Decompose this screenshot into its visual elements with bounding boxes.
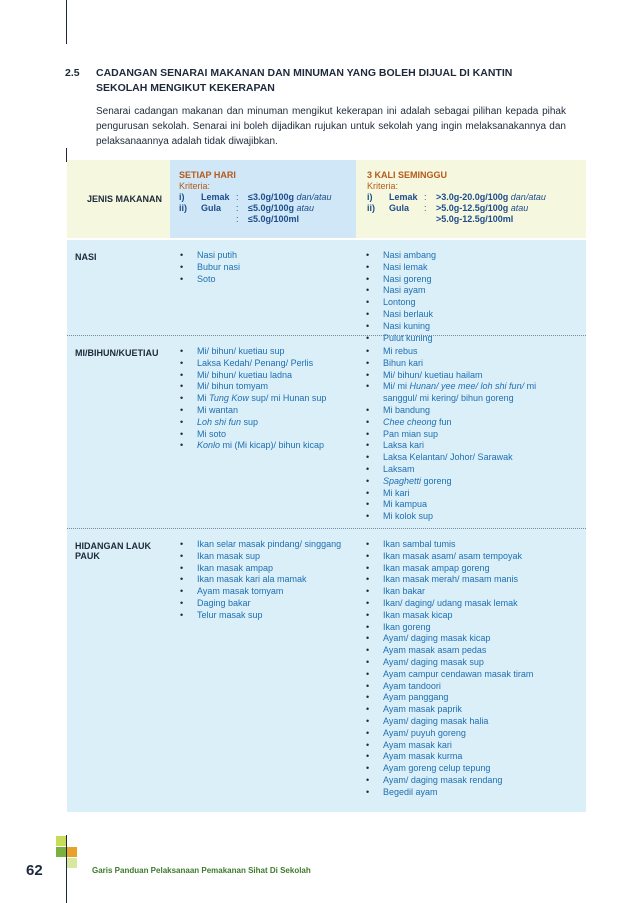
header-cell-category	[67, 160, 170, 238]
list-item: • Ikan selar masak pindang/ singgang	[180, 539, 356, 551]
list-item: • Ikan masak sup	[180, 551, 356, 563]
section-intro: Senarai cadangan makanan dan minuman mengikut kekerapan ini adalah sebagai pilihan kepada pihak pengurusan sekolah. Senarai ini boleh dijadikan rujukan untuk sekolah yang ingin melaksanakannya dan pelaksanaannya adalah tidak diwajibkan.	[96, 106, 566, 147]
criteria-name: Lemak	[201, 192, 230, 202]
criteria-num: ii)	[179, 203, 187, 213]
list-item: • Mi bandung	[366, 405, 586, 417]
list-item: • Lontong	[366, 297, 586, 309]
criteria-line	[179, 192, 356, 203]
page-number: 62	[26, 862, 43, 879]
list-item: • Begedil ayam	[366, 787, 586, 799]
list-item: • Nasi putih	[180, 250, 356, 262]
section-title: CADANGAN SENARAI MAKANAN DAN MINUMAN YANG BOLEH DIJUAL DI KANTIN SEKOLAH MENGIKUT KEKERAPAN	[96, 67, 513, 94]
criteria-name	[389, 214, 424, 225]
criteria-list-weekly	[367, 192, 586, 225]
list-item: • Nasi lemak	[366, 262, 586, 274]
list-item: • Ayam masak paprik	[366, 704, 586, 716]
criteria-sep: :	[236, 214, 239, 224]
criteria-list-daily	[179, 192, 356, 225]
list-item: • Mi Tung Kow sup/ mi Hunan sup	[180, 393, 356, 405]
category-cell: MI/BIHUN/KUETIAU	[75, 348, 159, 358]
footer-square-light-green	[56, 836, 66, 846]
list-item: • Ikan masak ampap	[180, 563, 356, 575]
criteria-sep: :	[236, 203, 239, 213]
criteria-line	[179, 214, 356, 225]
list-item: • Mi/ bihun/ kuetiau hailam	[366, 370, 586, 382]
criteria-line	[367, 214, 586, 225]
criteria-name: Gula	[389, 203, 410, 213]
criteria-line	[367, 203, 586, 214]
list-item: • Ikan masak kari ala mamak	[180, 574, 356, 586]
daily-list	[180, 250, 356, 285]
list-item: • Chee cheong fun	[366, 417, 586, 429]
list-item: • Nasi berlauk	[366, 309, 586, 321]
list-item: • Ayam/ daging masak sup	[366, 657, 586, 669]
criteria-num: i)	[179, 192, 185, 202]
margin-rule-bottom	[66, 835, 67, 903]
list-item: • Mi kolok sup	[366, 511, 586, 523]
table-row	[67, 335, 586, 528]
list-item: • Telur masak sup	[180, 610, 356, 622]
list-item: • Ayam masak asam pedas	[366, 645, 586, 657]
criteria-value: ≤5.0g/100g atau	[248, 203, 314, 213]
criteria-sep: :	[424, 203, 427, 213]
margin-rule-top	[66, 0, 67, 44]
header-title-daily: SETIAP HARI	[179, 170, 236, 180]
header-cell-weekly	[356, 160, 586, 238]
list-item: • Nasi kuning	[366, 321, 586, 333]
list-item: • Ikan sambal tumis	[366, 539, 586, 551]
list-item: • Bubur nasi	[180, 262, 356, 274]
list-item: • Nasi goreng	[366, 274, 586, 286]
list-item: • Mi/ bihun tomyam	[180, 381, 356, 393]
header-criteria-label-daily: Kriteria:	[179, 181, 211, 191]
category-cell: HIDANGAN LAUK PAUK	[75, 541, 151, 561]
criteria-note: atau	[293, 203, 314, 213]
daily-list	[180, 539, 356, 622]
table-row	[67, 238, 586, 343]
list-item: • Laksa Kelantan/ Johor/ Sarawak	[366, 452, 586, 464]
header-criteria-label-weekly: Kriteria:	[367, 181, 399, 191]
list-item: • Soto	[180, 274, 356, 286]
criteria-num	[179, 214, 201, 225]
list-item: • Ikan goreng	[366, 622, 586, 634]
footer-square-orange	[67, 847, 77, 857]
list-item: • Ikan masak merah/ masam manis	[366, 574, 586, 586]
list-item: • Loh shi fun sup	[180, 417, 356, 429]
list-item: • Ikan/ daging/ udang masak lemak	[366, 598, 586, 610]
footer-square-dark-green	[56, 847, 66, 857]
criteria-note: dan/atau	[293, 192, 332, 202]
criteria-value: >3.0g-20.0g/100g dan/atau	[436, 192, 546, 202]
header-title-weekly: 3 KALI SEMINGGU	[367, 170, 448, 180]
criteria-sep: :	[236, 192, 239, 202]
list-item: • Ayam/ daging masak rendang	[366, 775, 586, 787]
weekly-list	[366, 250, 586, 344]
criteria-name: Gula	[201, 203, 222, 213]
criteria-value: >5.0g-12.5g/100ml	[436, 214, 514, 224]
criteria-note: atau	[508, 203, 529, 213]
criteria-num	[367, 214, 389, 225]
list-item: • Nasi ambang	[366, 250, 586, 262]
list-item: • Mi/ mi Hunan/ yee mee/ loh shi fun/ mi	[366, 381, 586, 393]
list-item: • Ayam/ puyuh goreng	[366, 728, 586, 740]
list-item: • Daging bakar	[180, 598, 356, 610]
criteria-name	[201, 214, 236, 225]
header-label-jenis-makanan: JENIS MAKANAN	[87, 194, 163, 204]
criteria-num: i)	[367, 192, 373, 202]
list-item: • Mi/ bihun/ kuetiau sup	[180, 346, 356, 358]
list-item: • Mi rebus	[366, 346, 586, 358]
list-item: • Laksam	[366, 464, 586, 476]
list-item: • Mi/ bihun/ kuetiau ladna	[180, 370, 356, 382]
food-frequency-table	[67, 160, 586, 812]
criteria-note: dan/atau	[508, 192, 546, 202]
table-header-row	[67, 160, 586, 238]
list-item: • Konlo mi (Mi kicap)/ bihun kicap	[180, 440, 356, 452]
table-row	[67, 528, 586, 812]
criteria-name: Lemak	[389, 192, 418, 202]
list-item: • Ayam tandoori	[366, 681, 586, 693]
criteria-value: >5.0g-12.5g/100g atau	[436, 203, 529, 213]
list-item: • Spaghetti goreng	[366, 476, 586, 488]
header-cell-daily	[170, 160, 356, 238]
list-item: • Nasi ayam	[366, 285, 586, 297]
list-item: • Pan mian sup	[366, 429, 586, 441]
list-item: • Ayam/ daging masak halia	[366, 716, 586, 728]
section-number: 2.5	[65, 67, 80, 79]
weekly-list	[366, 346, 586, 523]
list-item: • Bihun kari	[366, 358, 586, 370]
list-item: • Mi soto	[180, 429, 356, 441]
list-item: • Ayam campur cendawan masak tiram	[366, 669, 586, 681]
list-item: sanggul/ mi kering/ bihun goreng	[383, 393, 514, 404]
list-item: • Mi wantan	[180, 405, 356, 417]
footer-square-pale-green	[67, 858, 77, 868]
list-item: • Laksa kari	[366, 440, 586, 452]
list-item: • Ayam masak tomyam	[180, 586, 356, 598]
criteria-value: ≤5.0g/100ml	[248, 214, 299, 224]
weekly-list	[366, 539, 586, 799]
criteria-line	[179, 203, 356, 214]
daily-list	[180, 346, 356, 452]
list-item: • Ayam masak kurma	[366, 751, 586, 763]
list-item: • Ikan masak ampap goreng	[366, 563, 586, 575]
list-item: • Mi kari	[366, 488, 586, 500]
list-item: • Ikan bakar	[366, 586, 586, 598]
criteria-line	[367, 192, 586, 203]
list-item: • Ikan masak kicap	[366, 610, 586, 622]
criteria-num: ii)	[367, 203, 375, 213]
category-cell: NASI	[75, 252, 97, 262]
list-item: • Pulut kuning	[366, 333, 586, 345]
list-item: • Ayam/ daging masak kicap	[366, 633, 586, 645]
criteria-sep	[424, 214, 436, 225]
criteria-value: ≤3.0g/100g dan/atau	[248, 192, 332, 202]
list-item: • Laksa Kedah/ Penang/ Perlis	[180, 358, 356, 370]
footer-title: Garis Panduan Pelaksanaan Pemakanan Sihat Di Sekolah	[92, 866, 311, 875]
criteria-sep: :	[424, 192, 427, 202]
list-item: • Ikan masak asam/ asam tempoyak	[366, 551, 586, 563]
list-item: • Ayam panggang	[366, 692, 586, 704]
list-item: • Mi kampua	[366, 499, 586, 511]
list-item: • Ayam masak kari	[366, 740, 586, 752]
list-item: • Ayam goreng celup tepung	[366, 763, 586, 775]
